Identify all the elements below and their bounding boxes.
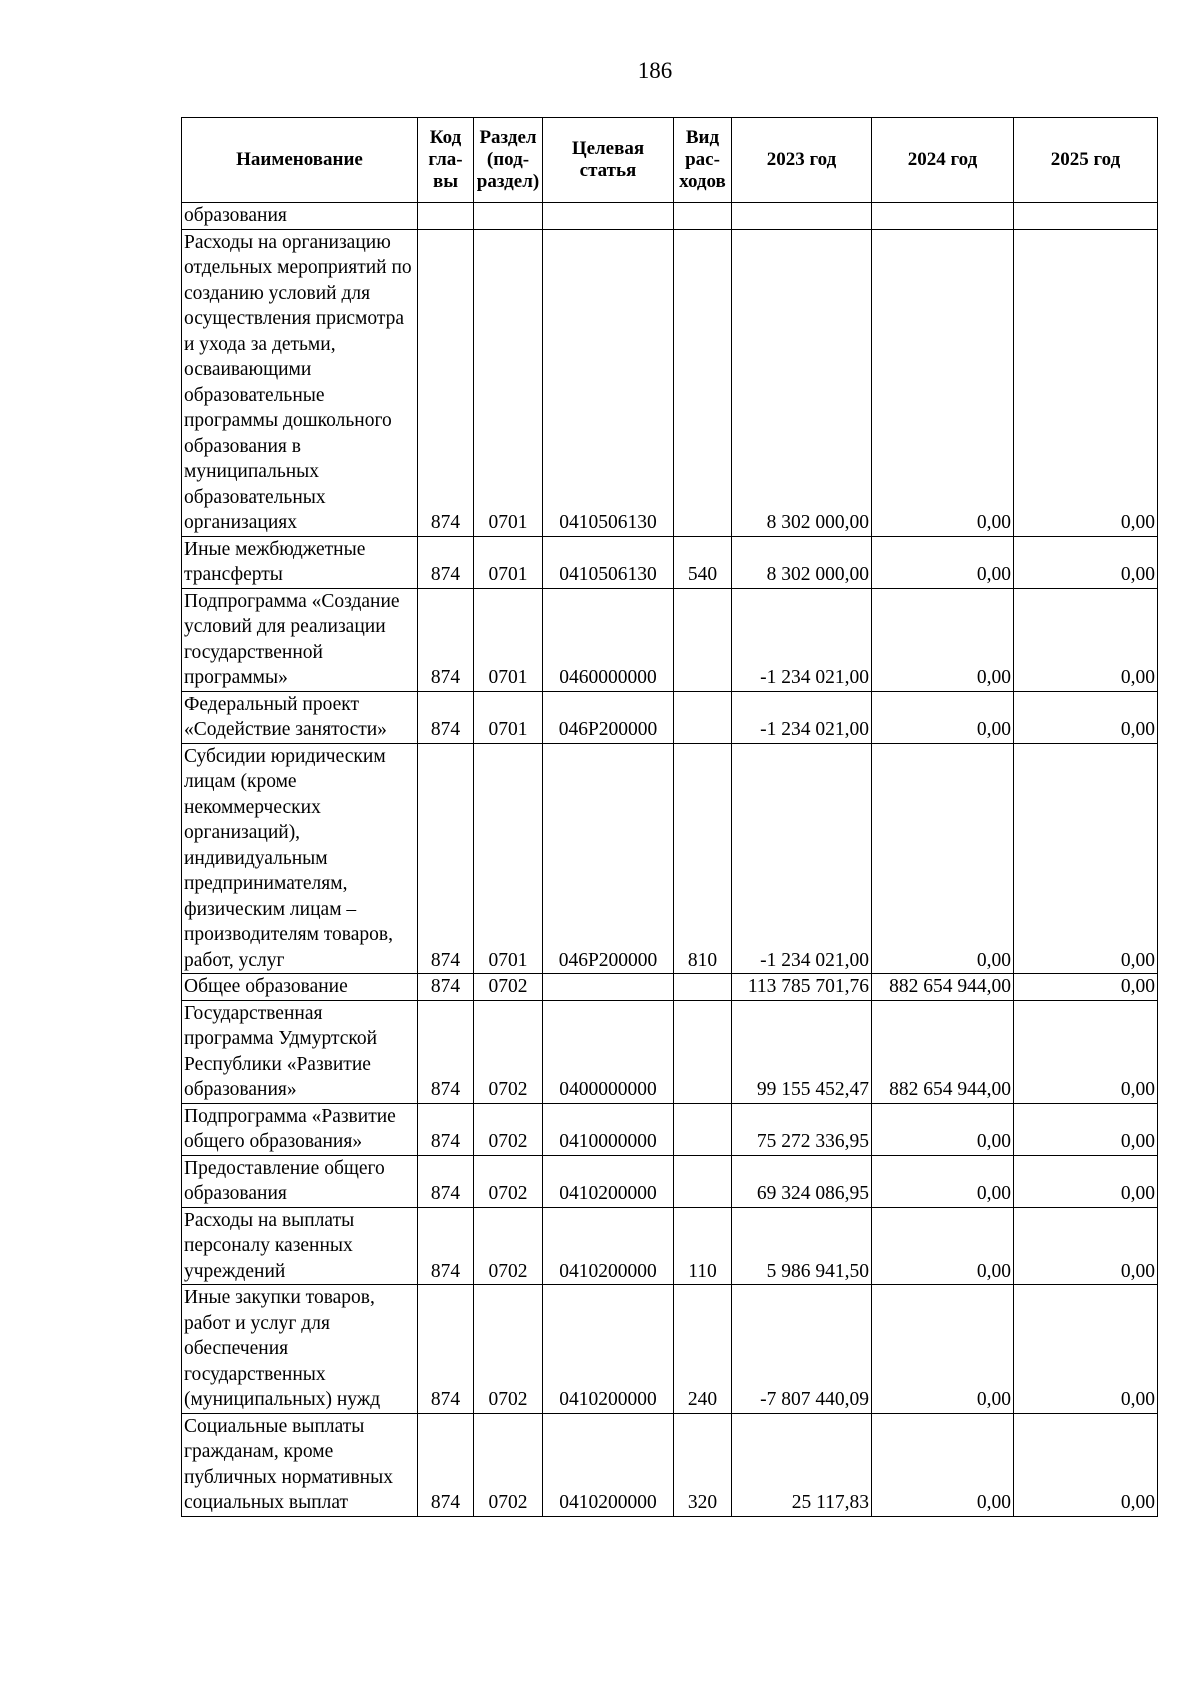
row-chapter-code: 874 bbox=[418, 1413, 474, 1516]
row-section: 0702 bbox=[474, 1207, 543, 1285]
row-chapter-code: 874 bbox=[418, 743, 474, 974]
row-expense-type bbox=[674, 588, 732, 691]
row-name: Социальные выплаты гражданам, кроме публичных нормативных социальных выплат bbox=[182, 1413, 418, 1516]
table-row bbox=[182, 1155, 1158, 1207]
row-target-article: 0410506130 bbox=[543, 229, 674, 536]
row-expense-type bbox=[674, 1103, 732, 1155]
row-value-2024: 0,00 bbox=[872, 588, 1014, 691]
row-target-article: 046P200000 bbox=[543, 743, 674, 974]
row-value-2025: 0,00 bbox=[1014, 691, 1158, 743]
row-expense-type: 320 bbox=[674, 1413, 732, 1516]
row-section: 0702 bbox=[474, 1413, 543, 1516]
row-value-2023: 113 785 701,76 bbox=[732, 974, 872, 1001]
row-value-2025 bbox=[1014, 203, 1158, 230]
row-section: 0702 bbox=[474, 1285, 543, 1414]
row-name: Иные закупки товаров, работ и услуг для обеспечения государственных (муниципальных) нужд bbox=[182, 1285, 418, 1414]
row-chapter-code: 874 bbox=[418, 1285, 474, 1414]
row-value-2023: -7 807 440,09 bbox=[732, 1285, 872, 1414]
row-expense-type: 810 bbox=[674, 743, 732, 974]
row-name: образования bbox=[182, 203, 418, 230]
row-value-2025: 0,00 bbox=[1014, 229, 1158, 536]
table-row bbox=[182, 1413, 1158, 1516]
row-value-2023: -1 234 021,00 bbox=[732, 588, 872, 691]
row-value-2025: 0,00 bbox=[1014, 588, 1158, 691]
table-row bbox=[182, 743, 1158, 974]
row-section: 0702 bbox=[474, 1000, 543, 1103]
row-target-article: 0460000000 bbox=[543, 588, 674, 691]
row-name: Подпрограмма «Развитие общего образования» bbox=[182, 1103, 418, 1155]
row-expense-type bbox=[674, 203, 732, 230]
row-value-2025: 0,00 bbox=[1014, 1155, 1158, 1207]
row-value-2023: 25 117,83 bbox=[732, 1413, 872, 1516]
row-section: 0702 bbox=[474, 1155, 543, 1207]
row-value-2025: 0,00 bbox=[1014, 1103, 1158, 1155]
row-name: Субсидии юридическим лицам (кроме некоммерческих организаций), индивидуальным предпринимателям, физическим лицам – производителям товаров, работ, услуг bbox=[182, 743, 418, 974]
row-target-article: 0410200000 bbox=[543, 1207, 674, 1285]
row-value-2025: 0,00 bbox=[1014, 536, 1158, 588]
row-expense-type: 540 bbox=[674, 536, 732, 588]
row-name: Иные межбюджетные трансферты bbox=[182, 536, 418, 588]
table-row bbox=[182, 1000, 1158, 1103]
row-target-article: 0400000000 bbox=[543, 1000, 674, 1103]
row-chapter-code: 874 bbox=[418, 1207, 474, 1285]
row-value-2023: 5 986 941,50 bbox=[732, 1207, 872, 1285]
row-name: Общее образование bbox=[182, 974, 418, 1001]
row-chapter-code: 874 bbox=[418, 974, 474, 1001]
row-value-2024: 882 654 944,00 bbox=[872, 1000, 1014, 1103]
row-value-2024: 0,00 bbox=[872, 1155, 1014, 1207]
header-2025: 2025 год bbox=[1014, 118, 1158, 203]
row-value-2023: -1 234 021,00 bbox=[732, 743, 872, 974]
page-number: 186 bbox=[637, 58, 673, 83]
header-target-article: Целевая статья bbox=[543, 118, 674, 203]
row-value-2024: 0,00 bbox=[872, 1413, 1014, 1516]
row-target-article: 0410200000 bbox=[543, 1413, 674, 1516]
row-chapter-code: 874 bbox=[418, 1103, 474, 1155]
row-value-2024: 0,00 bbox=[872, 229, 1014, 536]
row-value-2025: 0,00 bbox=[1014, 1285, 1158, 1414]
row-value-2024 bbox=[872, 203, 1014, 230]
row-name: Государственная программа Удмуртской Республики «Развитие образования» bbox=[182, 1000, 418, 1103]
row-value-2023: 8 302 000,00 bbox=[732, 229, 872, 536]
row-target-article: 0410200000 bbox=[543, 1285, 674, 1414]
table-row bbox=[182, 229, 1158, 536]
row-section: 0701 bbox=[474, 588, 543, 691]
header-2024: 2024 год bbox=[872, 118, 1014, 203]
row-target-article bbox=[543, 974, 674, 1001]
row-chapter-code: 874 bbox=[418, 691, 474, 743]
row-expense-type: 240 bbox=[674, 1285, 732, 1414]
row-value-2025: 0,00 bbox=[1014, 1000, 1158, 1103]
row-name: Подпрограмма «Создание условий для реализации государственной программы» bbox=[182, 588, 418, 691]
row-name: Федеральный проект «Содействие занятости» bbox=[182, 691, 418, 743]
table-header-row bbox=[182, 118, 1158, 203]
row-target-article bbox=[543, 203, 674, 230]
row-expense-type bbox=[674, 1000, 732, 1103]
row-target-article: 0410506130 bbox=[543, 536, 674, 588]
row-value-2024: 0,00 bbox=[872, 1103, 1014, 1155]
row-value-2025: 0,00 bbox=[1014, 974, 1158, 1001]
row-value-2023: 99 155 452,47 bbox=[732, 1000, 872, 1103]
table-row bbox=[182, 1103, 1158, 1155]
row-section bbox=[474, 203, 543, 230]
row-section: 0702 bbox=[474, 974, 543, 1001]
row-expense-type bbox=[674, 1155, 732, 1207]
row-name: Предоставление общего образования bbox=[182, 1155, 418, 1207]
row-value-2025: 0,00 bbox=[1014, 1207, 1158, 1285]
header-chapter-code: Код гла-вы bbox=[418, 118, 474, 203]
row-value-2023: 8 302 000,00 bbox=[732, 536, 872, 588]
row-value-2025: 0,00 bbox=[1014, 1413, 1158, 1516]
table-row bbox=[182, 1285, 1158, 1414]
row-value-2023: -1 234 021,00 bbox=[732, 691, 872, 743]
row-value-2024: 0,00 bbox=[872, 536, 1014, 588]
row-section: 0701 bbox=[474, 743, 543, 974]
table-row bbox=[182, 974, 1158, 1001]
row-target-article: 0410000000 bbox=[543, 1103, 674, 1155]
row-value-2025: 0,00 bbox=[1014, 743, 1158, 974]
row-value-2024: 882 654 944,00 bbox=[872, 974, 1014, 1001]
row-section: 0702 bbox=[474, 1103, 543, 1155]
table-row bbox=[182, 588, 1158, 691]
row-value-2023 bbox=[732, 203, 872, 230]
row-target-article: 046P200000 bbox=[543, 691, 674, 743]
row-chapter-code: 874 bbox=[418, 536, 474, 588]
row-value-2023: 69 324 086,95 bbox=[732, 1155, 872, 1207]
row-value-2024: 0,00 bbox=[872, 1285, 1014, 1414]
table-row bbox=[182, 1207, 1158, 1285]
row-value-2024: 0,00 bbox=[872, 1207, 1014, 1285]
budget-table bbox=[181, 117, 1158, 1517]
row-expense-type bbox=[674, 691, 732, 743]
header-2023: 2023 год bbox=[732, 118, 872, 203]
header-name: Наименование bbox=[182, 118, 418, 203]
row-target-article: 0410200000 bbox=[543, 1155, 674, 1207]
row-chapter-code: 874 bbox=[418, 588, 474, 691]
row-expense-type bbox=[674, 974, 732, 1001]
row-chapter-code: 874 bbox=[418, 1155, 474, 1207]
row-section: 0701 bbox=[474, 536, 543, 588]
row-name: Расходы на выплаты персоналу казенных учреждений bbox=[182, 1207, 418, 1285]
header-section: Раздел (под-раздел) bbox=[474, 118, 543, 203]
header-expense-type: Вид рас-ходов bbox=[674, 118, 732, 203]
row-expense-type bbox=[674, 229, 732, 536]
row-value-2024: 0,00 bbox=[872, 691, 1014, 743]
table-row bbox=[182, 203, 1158, 230]
row-chapter-code: 874 bbox=[418, 1000, 474, 1103]
row-section: 0701 bbox=[474, 229, 543, 536]
row-value-2023: 75 272 336,95 bbox=[732, 1103, 872, 1155]
table-row bbox=[182, 691, 1158, 743]
row-section: 0701 bbox=[474, 691, 543, 743]
row-expense-type: 110 bbox=[674, 1207, 732, 1285]
row-name: Расходы на организацию отдельных мероприятий по созданию условий для осуществления присмотра и ухода за детьми, осваивающими образовательные программы дошкольного образования в муниципальных образовательных организациях bbox=[182, 229, 418, 536]
table-row bbox=[182, 536, 1158, 588]
row-value-2024: 0,00 bbox=[872, 743, 1014, 974]
row-chapter-code: 874 bbox=[418, 229, 474, 536]
row-chapter-code bbox=[418, 203, 474, 230]
